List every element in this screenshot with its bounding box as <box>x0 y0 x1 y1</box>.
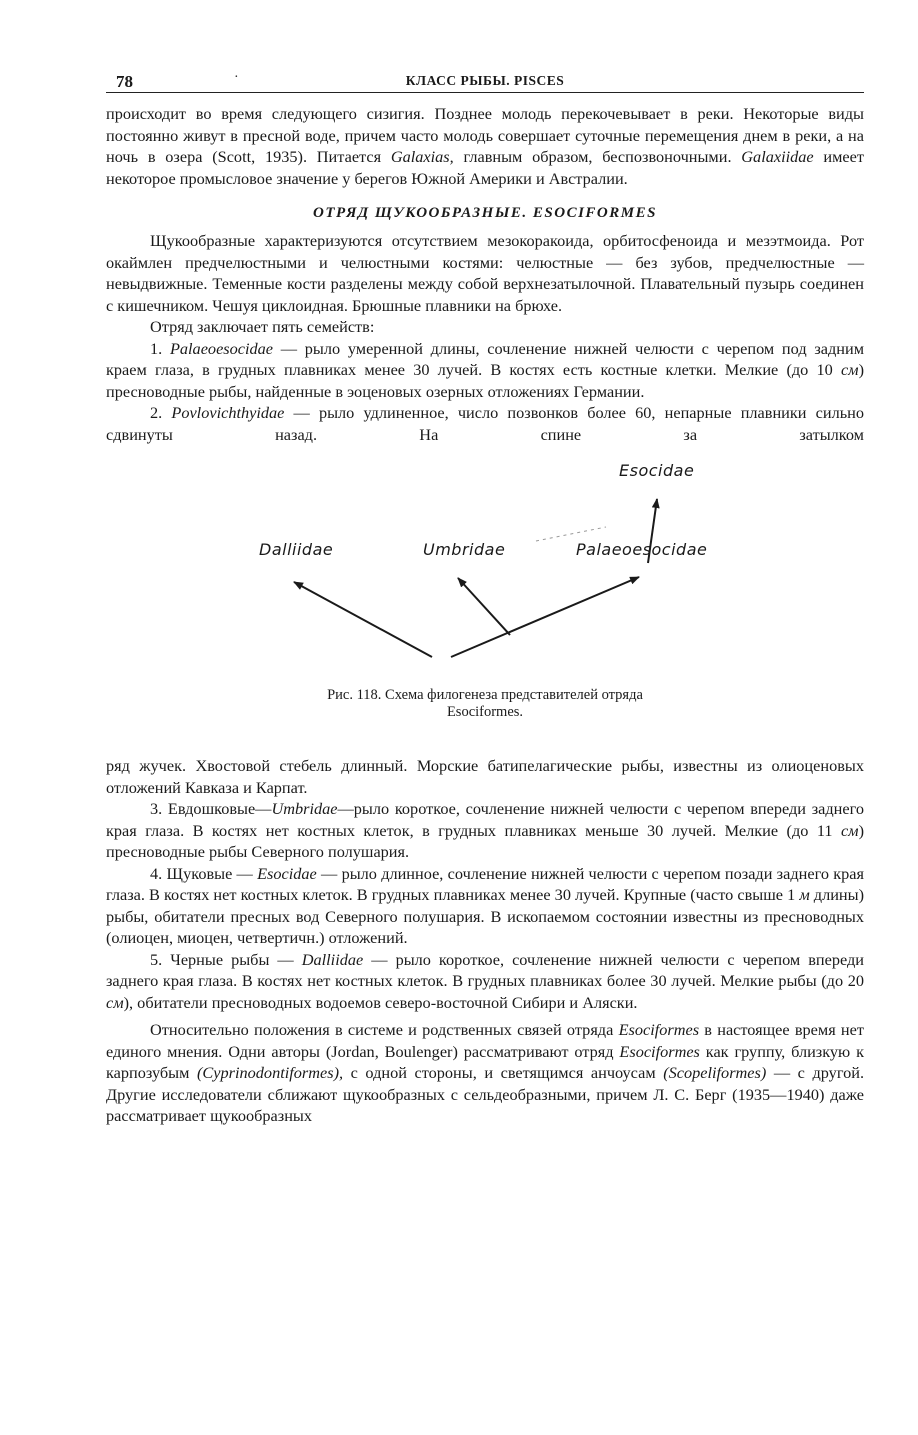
figure-caption: Рис. 118. Схема филогенеза представителей отряда Esociformes. <box>327 687 643 720</box>
family-umbridae: 3. Евдошковые—Umbridae—рыло короткое, сочленение нижней челюсти с черепом впереди заднего края глаза. В костях нет костных клеток, в грудных плавниках меньше 30 лучей. Мелкие (до 11 см) пресноводные рыбы Северного полушария. <box>106 799 864 861</box>
running-title: КЛАСС РЫБЫ. PISCES <box>405 73 565 88</box>
family-povlovichthyidae: 2. Povlovichthyidae — рыло удлиненное, число позвонков более 60, непарные плавники сильно сдвинуты назад. На спине за затылком <box>106 403 864 444</box>
label-umbridae: Umbridae <box>423 540 506 559</box>
branch-to-dalliidae <box>294 582 432 657</box>
running-header <box>106 70 864 93</box>
phylogeny-figure <box>106 449 864 741</box>
header-dot: · <box>234 70 239 85</box>
label-dalliidae: Dalliidae <box>259 540 334 559</box>
label-esocidae: Esocidae <box>619 461 695 480</box>
page <box>106 70 864 1127</box>
intro-paragraph: происходит во время следующего сизигия. Позднее молодь перекочевывает в реки. Некоторые виды постоянно живут в пресной воде, причем часто молодь совершает суточные перемещения днем в реки, а на ночь в озера (Scott, 1935). Питается Galaxias, главным образом, беспозвоночными. Galaxiidae имеет некоторое промысловое значение у берегов Южной Америки и Австралии. <box>106 104 865 188</box>
families-intro: Отряд заключает пять семейств: <box>150 317 375 336</box>
order-description: Щукообразные характеризуются отсутствием мезокоракоида, орбитосфеноида и мезэтмоида. Рот окаймлен предчелюстными и челюстными костями: челюстные — без зубов, предчелюстные — невыдвижные. Теменные кости разделены между собой верхнезатылочной. Плавательный пузырь соединен с кишечником. Чешуя циклоидная. Брюшные плавники на брюхе. <box>106 231 864 315</box>
family-palaeoesocidae: 1. Palaeoesocidae — рыло умеренной длины, сочленение нижней челюсти с черепом под задним краем глаза, в грудных плавниках менее 30 лучей. В костях есть костные клетки. Мелкие (до 10 см) пресноводные рыбы, найденные в эоценовых озерных отложениях Германии. <box>106 338 865 401</box>
family-dalliidae: 5. Черные рыбы — Dalliidae — рыло короткое, сочленение нижней челюсти с черепом впереди заднего края глаза. В костях нет костных клеток. В грудных плавниках более 30 лучей. Мелкие рыбы (до 20 см), обитатели пресноводных водоемов северо-восточной Сибири и Аляски. <box>106 949 864 1012</box>
section-title: ОТРЯД ЩУКООБРАЗНЫЕ. ESOCIFORMES <box>313 205 657 221</box>
phylogeny-diagram <box>106 449 864 681</box>
branch-to-umbridae <box>458 578 510 635</box>
systematic-position-paragraph: Относительно положения в системе и родственных связей отряда Esociformes в настоящее время нет единого мнения. Одни авторы (Jordan, Boulenger) рассматривают отряд Esociformes как группу, близкую к карпозубым (Cyprinodontiformes), с одной стороны, и светящимся анчоусам (Scopeliformes) — с другой. Другие исследователи сближают щукообразных с сельдеобразными, причем Л. С. Берг (1935—1940) даже рассматривает щукообразных <box>106 1020 865 1125</box>
family-esocidae: 4. Щуковые — Esocidae — рыло длинное, сочленение нижней челюсти с черепом позади заднего края глаза. В костях нет костных клеток. В грудных плавниках менее 30 лучей. Крупные (часто свыше 1 м длины) рыбы, обитатели пресных вод Северного полушария. В ископаемом состоянии известны из пресноводных (олиоцен, миоцен, четвертичн.) отложений. <box>106 863 865 947</box>
label-palaeoesocidae: Palaeoesocidae <box>576 540 708 559</box>
page-number: 78 <box>116 72 133 91</box>
trunk-to-palaeoesocidae <box>451 577 639 657</box>
family-povlovichthyidae-continued: ряд жучек. Хвостовой стебель длинный. Морские батипелагические рыбы, известны из олиоценовых отложений Кавказа и Карпат. <box>106 756 864 797</box>
faint-dashed-stroke <box>536 527 606 541</box>
